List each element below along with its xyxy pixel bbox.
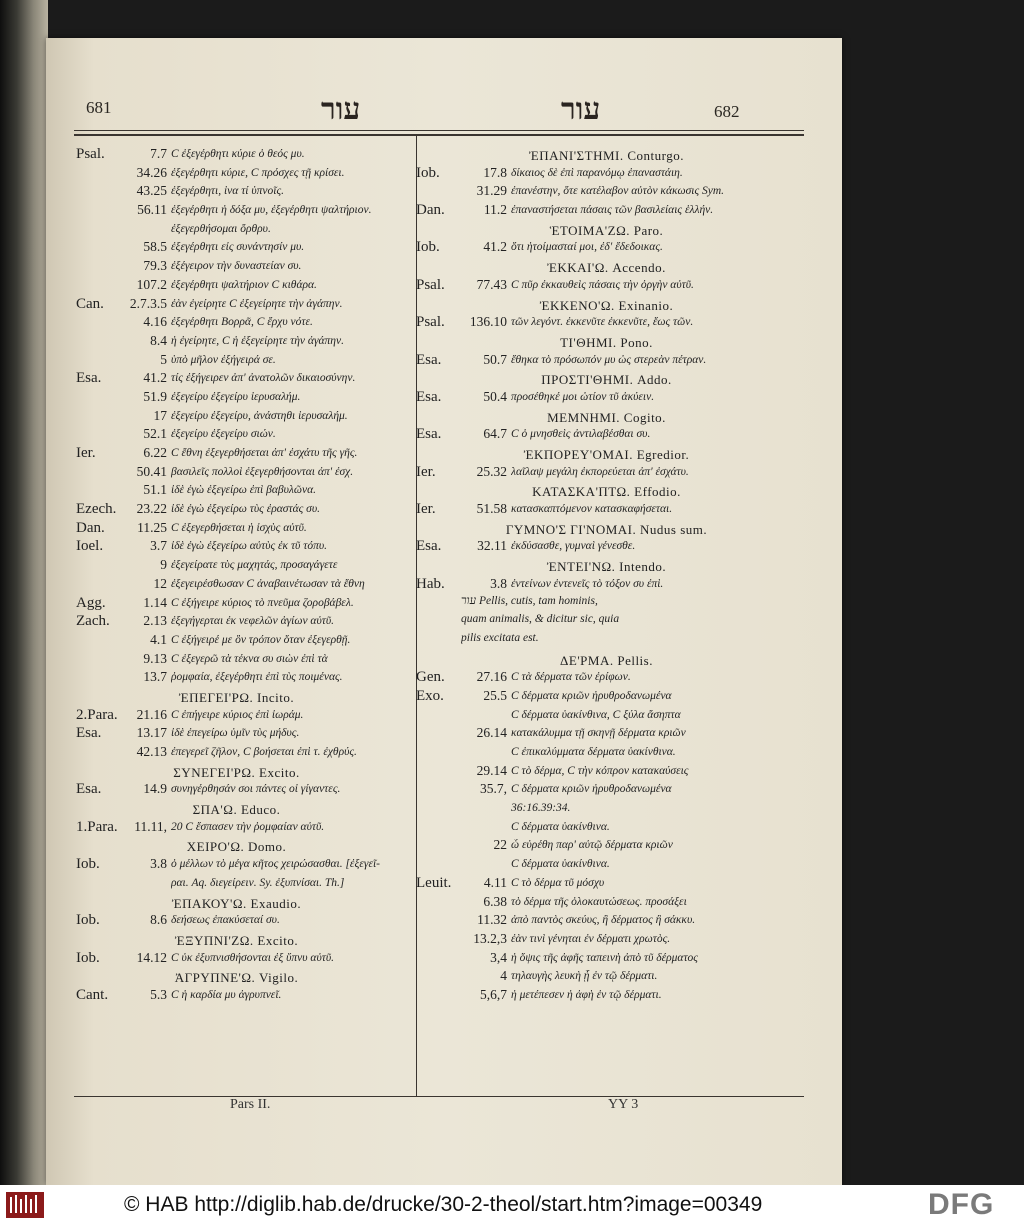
- lemma-heading: [416, 258, 806, 277]
- concordance-entry: [76, 950, 406, 969]
- verse-number: 17.8: [483, 164, 507, 180]
- concordance-entry: [76, 314, 406, 333]
- verse-number: 7.7: [150, 146, 167, 161]
- concordance-entry: [76, 651, 406, 670]
- greek-text: κατασκαπτόμενον κατασκαφήσεται.: [511, 503, 673, 516]
- lemma-heading-text: ἘΚΠΟΡΕΥ'ΟΜΑΙ. Egredior.: [523, 447, 690, 462]
- greek-text: κατακάλυμμα τῇ σκηνῇ δέρματα κριῶν: [511, 727, 686, 740]
- concordance-entry: [76, 333, 406, 352]
- verse-number: 4: [500, 968, 507, 984]
- verse-number: 1.14: [143, 594, 167, 610]
- book-reference: Iob.: [76, 912, 100, 929]
- concordance-entry: [416, 576, 806, 595]
- lemma-heading: [416, 520, 806, 539]
- verse-number: 11.11,: [134, 818, 167, 834]
- lemma-heading: [416, 651, 806, 670]
- copyright-link[interactable]: © HAB http://diglib.hab.de/drucke/30-2-theol/start.htm?image=00349: [124, 1193, 763, 1216]
- greek-text: ἀπὸ παντὸς σκεύυς, ἢ δέρματος ἢ σάκκυ.: [511, 914, 696, 927]
- lemma-heading-text: ΣΠΑ'Ω. Educo.: [192, 802, 281, 818]
- concordance-entry: [76, 445, 406, 464]
- book-reference: Iob.: [76, 949, 100, 966]
- greek-text: ἰδὲ ἐγὼ ἐξεγείρω ἐπὶ βαβυλῶνα.: [171, 484, 317, 497]
- verse-number: 31.29: [476, 183, 507, 199]
- verse-number: 35.7,: [480, 781, 507, 797]
- lemma-heading-text: ἘΝΤΕΙ'ΝΩ. Intendo.: [546, 559, 667, 575]
- greek-text: τῶν λεγόντ. ἐκκενῦτε ἐκκενῦτε, ἕως τῶν.: [511, 316, 694, 329]
- verse-number: 26.14: [476, 725, 507, 741]
- greek-text: ἐξεγέρθητι ἡ δόξα μυ, ἐξεγέρθητι ψαλτήριον.: [171, 204, 372, 217]
- book-reference: Esa.: [76, 370, 102, 387]
- greek-text: ἐπαναστήσεται πάσαις τῶν βασιλείαις ἑλλήν.: [511, 204, 714, 217]
- lemma-heading: [416, 370, 806, 389]
- book-reference: Iob.: [76, 856, 100, 873]
- book-reference: Dan.: [416, 202, 445, 219]
- verse-number: 23.22: [136, 501, 167, 517]
- verse-number: 41.2: [483, 239, 507, 255]
- book-reference: Psal.: [76, 146, 105, 162]
- concordance-entry: [76, 277, 406, 296]
- verse-number: 42.13: [136, 744, 167, 759]
- footer-signature: Pars II.: [230, 1097, 271, 1112]
- verse-number: 12: [153, 575, 167, 591]
- verse-number: 79.3: [143, 258, 167, 274]
- greek-text: προσέθηκέ μοι ὠτίον τῦ ἀκύειν.: [511, 390, 655, 403]
- book-reference: Psal.: [416, 314, 445, 331]
- verse-number: 3.7: [150, 538, 167, 554]
- hab-logo-icon: [6, 1192, 44, 1218]
- greek-text: ἐξεγείρατε τὺς μαχητάς, προσαγάγετε: [171, 559, 338, 572]
- verse-number: 22: [493, 837, 507, 853]
- concordance-entry: [416, 763, 806, 782]
- book-reference: Leuit.: [416, 874, 452, 891]
- book-page: [46, 38, 842, 1185]
- book-reference: Ier.: [416, 463, 436, 480]
- concordance-entry: [76, 146, 406, 165]
- book-reference: Ezech.: [76, 501, 117, 518]
- concordance-entry: [76, 595, 406, 614]
- greek-text: ἐξεγείρυ ἐξεγείρυ, ἀνάστηθι ἱερυσαλήμ.: [171, 409, 348, 422]
- verse-number: 51.1: [143, 482, 167, 498]
- book-reference: Esa.: [416, 351, 442, 368]
- concordance-entry: [416, 744, 806, 763]
- footer-catchword: YY 3: [608, 1097, 639, 1112]
- lemma-heading-text: ΣΥΝΕΓΕΙ'ΡΩ. Excito.: [173, 764, 300, 780]
- verse-number: 43.25: [136, 183, 167, 199]
- book-reference: Ier.: [416, 501, 436, 518]
- verse-number: 9.13: [143, 650, 167, 666]
- greek-text: ραι. Aq. διεγείρειν. Sy. ἐξυπνίσαι. Th.]: [171, 876, 345, 889]
- verse-number: 50.7: [483, 351, 507, 367]
- verse-number: 11.25: [137, 519, 167, 535]
- concordance-entry: [76, 707, 406, 726]
- greek-text: τηλαυγὴς λευκὴ ᾖ ἐν τῷ δέρματι.: [511, 970, 658, 983]
- concordance-entry: [416, 987, 806, 1006]
- book-spine: [0, 0, 48, 1185]
- verse-number: 107.2: [136, 276, 167, 292]
- greek-text: ἔθηκα τὸ πρόσωπόν μυ ὡς στερεὰν πέτραν.: [511, 353, 707, 366]
- verse-number: 17: [153, 407, 167, 423]
- concordance-entry: [416, 669, 806, 688]
- latin-gloss-text: עור Pellis, cutis, tam hominis,: [461, 594, 598, 607]
- footer-rule: [74, 1096, 804, 1097]
- lemma-heading: [416, 408, 806, 427]
- concordance-entry: [416, 538, 806, 557]
- lemma-heading: [416, 146, 806, 165]
- lemma-heading: [76, 763, 406, 782]
- concordance-entry: [76, 632, 406, 651]
- concordance-entry: [416, 931, 806, 950]
- concordance-entry: [416, 912, 806, 931]
- concordance-entry: [76, 370, 406, 389]
- lemma-heading: [76, 688, 406, 707]
- concordance-entry: [76, 856, 406, 875]
- verse-number: 5.3: [150, 986, 167, 1002]
- concordance-entry: [76, 669, 406, 688]
- greek-text: ἡ ὄψις τῆς ἀφῆς ταπεινὴ ἀπὸ τῦ δέρματος: [511, 951, 698, 964]
- concordance-entry: [416, 464, 806, 483]
- greek-text: Ϲ ἐξήγειρέ με ὃν τρόπον ὅταν ἐξεγερθῇ.: [171, 633, 351, 646]
- greek-text: ἐξεγέρθητι, ἱνα τί ὑπνοῖς.: [171, 185, 285, 198]
- lemma-heading: [416, 333, 806, 352]
- greek-text: Ϲ ἐξεγερῶ τὰ τέκνα συ σιὼν ἐπὶ τὰ: [171, 652, 328, 665]
- left-hebrew-heading: עור: [321, 92, 361, 127]
- lemma-heading: [416, 445, 806, 464]
- concordance-entry: [416, 707, 806, 726]
- concordance-entry: [76, 183, 406, 202]
- header-rule-thick: [74, 134, 804, 136]
- concordance-entry: [416, 781, 806, 800]
- lemma-heading-text: ΚΑΤΑΣΚΑ'ΠΤΩ. Effodio.: [532, 484, 681, 500]
- lemma-heading-text: ἘΚΚΑΙ'Ω. Accendo.: [547, 260, 666, 276]
- lemma-heading-text: ἘΚΚΕΝΟ'Ω. Exinanio.: [539, 297, 674, 313]
- greek-text: ἐξεγέρθητι κύριε, Ϲ πρόσχες τῇ κρίσει.: [171, 166, 345, 179]
- verse-number: 52.1: [143, 426, 167, 442]
- concordance-entry: [416, 837, 806, 856]
- lemma-heading: [76, 837, 406, 856]
- concordance-entry: [416, 183, 806, 202]
- greek-text: ἐντείνων ἐντενεῖς τὸ τόξον συ ἐπὶ.: [511, 577, 664, 590]
- viewer-footer: [0, 1185, 1024, 1225]
- verse-number: 32.11: [477, 538, 507, 554]
- verse-number: 9: [160, 557, 167, 573]
- lemma-heading: [416, 221, 806, 240]
- concordance-entry: [76, 296, 406, 315]
- verse-number: 3.8: [490, 575, 507, 591]
- concordance-entry: [76, 538, 406, 557]
- concordance-entry: [76, 202, 406, 221]
- greek-text: τὸ δέρμα τῆς ὁλοκαυτώσεως. προσάξει: [511, 895, 687, 908]
- left-column: [76, 146, 406, 1006]
- concordance-entry: [76, 501, 406, 520]
- greek-text: Ϲ ἔθνη ἐξεγερθήσεται ἀπ' ἐσχάτυ τῆς γῆς.: [171, 447, 358, 459]
- concordance-entry: [76, 389, 406, 408]
- greek-text: ῥομφαία, ἐξεγέρθητι ἐπὶ τὺς ποιμένας.: [171, 671, 343, 684]
- concordance-entry: [76, 520, 406, 539]
- greek-text: τίς ἐξήγειρεν ἀπ' ἀνατολῶν δικαιοσύνην.: [171, 372, 356, 385]
- greek-text: Ϲ τὸ δέρμα τῦ μόσχυ: [511, 876, 605, 889]
- book-reference: Iob.: [416, 164, 440, 181]
- greek-text: ἐξεγειρέσθωσαν Ϲ ἀναβαινέτωσαν τὰ ἔθνη: [171, 577, 365, 590]
- verse-number: 4.16: [143, 314, 167, 330]
- greek-text: Ϲ ἡ καρδία μυ ἀγρυπνεῖ.: [171, 988, 282, 1001]
- dfg-logo: DFG: [928, 1188, 995, 1221]
- book-reference: 1.Para.: [76, 818, 118, 835]
- concordance-entry: [76, 557, 406, 576]
- greek-text: ἐξεγήγερται ἐκ νεφελῶν ἁγίων αὐτῦ.: [171, 615, 335, 628]
- verse-number: 3.8: [150, 856, 167, 872]
- greek-text: ἐξεγέρθητι εἰς συνάντησίν μυ.: [171, 241, 305, 254]
- greek-text: ἰδὲ ἐγὼ ἐξεγείρω αὐτὺς ἐκ τῦ τόπυ.: [171, 540, 327, 553]
- lemma-heading-text: ΤΙ'ΘΗΜΙ. Pono.: [560, 334, 653, 350]
- book-reference: Zach.: [76, 613, 110, 630]
- verse-number: 2.7.3.5: [129, 295, 167, 311]
- greek-text: 36:16.39:34.: [511, 802, 571, 815]
- book-reference: Esa.: [76, 725, 102, 742]
- greek-text: Ϲ δέρματα κριῶν ἠρυθροδανωμένα: [511, 783, 672, 796]
- greek-text: 20 Ϲ ἔσπασεν τὴν ῥομφαίαν αὐτῦ.: [171, 820, 325, 833]
- concordance-entry: [416, 950, 806, 969]
- book-reference: 2.Para.: [76, 706, 118, 723]
- book-reference: Exo.: [416, 687, 444, 704]
- lemma-heading: [416, 482, 806, 501]
- greek-text: Ϲ δέρματα ὑακίνθινα, Ϲ ξύλα ἄσηπτα: [511, 708, 681, 721]
- right-page-number: 682: [714, 102, 740, 121]
- greek-text: ἐπανέστην, ὅτε κατέλαβον αὐτὸν κάκωσις Sym.: [511, 185, 725, 198]
- concordance-entry: [76, 875, 406, 894]
- verse-number: 13.2,3: [473, 930, 507, 946]
- concordance-entry: [76, 482, 406, 501]
- greek-text: Ϲ ἐξεγερθήσεται ἡ ἰσχὺς αὐτῦ.: [171, 521, 307, 534]
- greek-text: Ϲ ὁ μνησθεὶς ἀντιλαβέσθαι συ.: [511, 428, 651, 441]
- concordance-entry: [416, 501, 806, 520]
- verse-number: 56.11: [137, 202, 167, 218]
- verse-number: 64.7: [483, 426, 507, 442]
- lemma-heading-text: ΜΕΜΝΗΜΙ. Cogito.: [547, 409, 666, 425]
- concordance-entry: [76, 744, 406, 763]
- verse-number: 29.14: [476, 762, 507, 778]
- book-reference: Gen.: [416, 669, 445, 686]
- concordance-entry: [76, 987, 406, 1006]
- book-reference: Agg.: [76, 594, 106, 611]
- verse-number: 13.7: [143, 669, 167, 685]
- concordance-entry: [76, 239, 406, 258]
- verse-number: 4.11: [483, 874, 507, 890]
- verse-number: 8.6: [150, 912, 167, 928]
- verse-number: 27.16: [476, 669, 507, 685]
- latin-gloss-text: quam animalis, & dicitur sic, quia: [461, 613, 620, 626]
- concordance-entry: [416, 856, 806, 875]
- concordance-entry: [416, 389, 806, 408]
- concordance-entry: [76, 576, 406, 595]
- concordance-entry: [416, 426, 806, 445]
- book-reference: Esa.: [416, 388, 442, 405]
- greek-text: ἐξεγείρυ ἐξεγείρυ ἱερυσαλήμ.: [171, 390, 301, 403]
- concordance-entry: [416, 314, 806, 333]
- verse-number: 11.2: [483, 202, 507, 218]
- greek-text: Ϲ τὰ δέρματα τῶν ἐρίφων.: [511, 671, 631, 684]
- verse-number: 41.2: [143, 370, 167, 386]
- greek-text: ἐὰν τινὶ γένηται ἐν δέρματι χρωτὸς.: [511, 932, 671, 945]
- verse-number: 13.17: [136, 725, 167, 741]
- concordance-entry: [76, 408, 406, 427]
- lemma-heading: [416, 296, 806, 315]
- verse-number: 25.5: [483, 687, 507, 703]
- greek-text: ἐπεγερεῖ ζῆλον, Ϲ βοήσεται ἐπὶ τ. ἐχθρύς.: [171, 746, 357, 758]
- greek-text: ἡ ἐγείρητε, Ϲ ἡ ἐξεγείρητε τὴν ἀγάπην.: [171, 334, 344, 347]
- concordance-entry: [416, 165, 806, 184]
- concordance-entry: [76, 221, 406, 240]
- verse-number: 34.26: [136, 164, 167, 180]
- verse-number: 5: [160, 351, 167, 367]
- greek-text: ἰδὲ ἐγὼ ἐξεγείρω τὺς ἐραστάς συ.: [171, 503, 320, 516]
- greek-text: δίκαιος δὲ ἐπὶ παρανόμῳ ἐπαναστάιη.: [511, 166, 683, 179]
- greek-text: ὧ εὑρέθη παρ' αὐτῷ δέρματα κριῶν: [511, 839, 673, 852]
- latin-gloss-text: pilis excitata est.: [461, 631, 539, 644]
- header-rule: [74, 130, 804, 131]
- greek-text: Ϲ ἐξήγειρε κύριος τὸ πνεῦμα ζοροβάβελ.: [171, 596, 354, 609]
- concordance-entry: [416, 277, 806, 296]
- verse-number: 6.38: [483, 893, 507, 909]
- verse-number: 50.41: [136, 463, 167, 479]
- book-reference: Esa.: [416, 426, 442, 443]
- book-reference: Iob.: [416, 239, 440, 256]
- lemma-heading-text: ἘΞΥΠΝΙ'ΖΩ. Excito.: [174, 932, 299, 948]
- greek-text: Ϲ δέρματα ὑακίνθινα.: [511, 858, 610, 871]
- concordance-entry: [76, 426, 406, 445]
- greek-text: Ϲ πῦρ ἐκκαυθεὶς πάσαις τὴν ὀργὴν αὐτῦ.: [511, 278, 694, 291]
- greek-text: Ϲ ἐπικαλύμματα δέρματα ὑακίνθινα.: [511, 746, 676, 758]
- verse-number: 21.16: [136, 706, 167, 722]
- concordance-entry: [416, 688, 806, 707]
- concordance-entry: [76, 352, 406, 371]
- book-reference: Dan.: [76, 519, 105, 536]
- greek-text: ὁ μέλλων τὸ μέγα κῆτος χειρώσασθαι. [ἐξεγεῖ-: [171, 858, 380, 871]
- verse-number: 77.43: [476, 276, 507, 292]
- concordance-entry: [416, 800, 806, 819]
- concordance-entry: [416, 202, 806, 221]
- concordance-entry: [416, 819, 806, 838]
- verse-number: 2.13: [143, 613, 167, 629]
- concordance-entry: [76, 258, 406, 277]
- lemma-heading-text: ἘΠΑΝΙ'ΣΤΗΜΙ. Conturgo.: [529, 148, 684, 163]
- greek-text: ἡ μετέπεσεν ἡ ἀφὴ ἐν τῷ δέρματι.: [511, 988, 662, 1001]
- concordance-entry: [76, 725, 406, 744]
- concordance-entry: [76, 165, 406, 184]
- verse-number: 25.32: [476, 463, 507, 479]
- greek-text: ἐξεγείρυ ἐξεγείρυ σιών.: [171, 428, 276, 441]
- verse-number: 14.12: [136, 949, 167, 965]
- right-column: [416, 146, 806, 1006]
- lemma-heading-text: ἘΠΑΚΟΥ'Ω. Exaudio.: [171, 895, 302, 911]
- verse-number: 11.32: [477, 912, 507, 928]
- book-reference: Ioel.: [76, 538, 104, 555]
- concordance-entry: [76, 819, 406, 838]
- book-reference: Can.: [76, 295, 104, 312]
- right-hebrew-heading: עור: [561, 92, 601, 127]
- greek-text: Ϲ δέρματα ὑακίνθινα.: [511, 820, 610, 833]
- concordance-entry: [76, 781, 406, 800]
- greek-text: ἐξέγειρον τὴν δυναστείαν συ.: [171, 260, 302, 273]
- concordance-entry: [76, 464, 406, 483]
- concordance-entry: [76, 912, 406, 931]
- lemma-heading-text: ΔΕ'ΡΜΑ. Pellis.: [560, 652, 653, 668]
- greek-text: λαῖλαψ μεγάλη ἐκπορεύεται ἀπ' ἐσχάτυ.: [511, 465, 689, 478]
- concordance-entry: [416, 239, 806, 258]
- lemma-heading-text: ΠΡΟΣΤΙ'ΘΗΜΙ. Addo.: [541, 372, 672, 388]
- book-reference: Ier.: [76, 445, 96, 461]
- greek-text: Ϲ δέρματα κριῶν ἠρυθροδανωμένα: [511, 689, 672, 702]
- greek-text: ὑπὸ μῆλον ἐξήγειρά σε.: [171, 353, 276, 366]
- verse-number: 8.4: [150, 332, 167, 348]
- book-reference: Psal.: [416, 276, 445, 293]
- verse-number: 4.1: [150, 631, 167, 647]
- greek-text: ἐξεγερθήσομαι ὄρθρυ.: [171, 222, 271, 235]
- concordance-entry: [416, 875, 806, 894]
- greek-text: ὅτι ἡτοίμασταί μοι, ἐδ' ἔδεδοικας.: [511, 241, 663, 254]
- verse-number: 51.9: [143, 388, 167, 404]
- verse-number: 6.22: [143, 445, 167, 460]
- greek-text: Ϲ ἐπήγειρε κύριος ἐπὶ ἰωράμ.: [171, 708, 304, 721]
- lemma-heading-text: ἈΓΡΥΠΝΕ'Ω. Vigilo.: [174, 970, 299, 986]
- concordance-entry: [416, 632, 806, 651]
- lemma-heading-text: ἘΠΕΓΕΙ'ΡΩ. Incito.: [178, 689, 295, 705]
- concordance-entry: [416, 725, 806, 744]
- lemma-heading-text: ΓΥΜΝΟ'Σ ΓΙ'ΝΟΜΑΙ. Nudus sum.: [505, 521, 708, 537]
- greek-text: συνηγέρθησάν σοι πάντες οἱ γίγαντες.: [171, 783, 341, 796]
- greek-text: δεήσεως ἐπακύσεταί συ.: [171, 914, 280, 927]
- greek-text: Ϲ ἐξεγέρθητι κύριε ὁ θεός μυ.: [171, 148, 305, 160]
- verse-number: 50.4: [483, 388, 507, 404]
- verse-number: 58.5: [143, 239, 167, 255]
- concordance-entry: [76, 613, 406, 632]
- greek-text: Ϲ τὸ δέρμα, Ϲ τὴν κόπρον κατακαύσεις: [511, 764, 689, 777]
- concordance-entry: [416, 894, 806, 913]
- concordance-entry: [416, 968, 806, 987]
- lemma-heading: [76, 894, 406, 913]
- verse-number: 136.10: [469, 314, 507, 330]
- concordance-entry: [416, 352, 806, 371]
- lemma-heading: [416, 557, 806, 576]
- lemma-heading: [76, 800, 406, 819]
- verse-number: 3,4: [490, 949, 507, 965]
- concordance-entry: [416, 613, 806, 632]
- left-page-number: 681: [86, 98, 112, 117]
- greek-text: ἐκδύσασθε, γυμναὶ γένεσθε.: [511, 540, 636, 553]
- book-reference: Cant.: [76, 986, 109, 1003]
- book-reference: Esa.: [76, 781, 102, 798]
- greek-text: ἐὰν ἐγείρητε Ϲ ἐξεγείρητε τὴν ἀγάπην.: [171, 297, 343, 310]
- greek-text: ἐξεγέρθητι ψαλτήριον Ϲ κιθάρα.: [171, 278, 317, 291]
- verse-number: 51.58: [476, 501, 507, 517]
- greek-text: ἰδὲ ἐπεγείρω ὑμῖν τὺς μήδυς.: [171, 727, 300, 740]
- verse-number: 14.9: [143, 781, 167, 797]
- greek-text: Ϲ ὐκ ἐξυπνισθήσονται ἐξ ὕπνυ αὐτῦ.: [171, 951, 334, 964]
- lemma-heading-text: ΧΕΙΡΟ'Ω. Domo.: [186, 839, 287, 855]
- verse-number: 5,6,7: [480, 986, 507, 1002]
- lemma-heading: [76, 931, 406, 950]
- lemma-heading-text: ἙΤΟΙΜΑ'ΖΩ. Paro.: [549, 222, 664, 238]
- lemma-heading: [76, 968, 406, 987]
- book-reference: Hab.: [416, 575, 445, 592]
- greek-text: βασιλεῖς πολλοὶ ἐξεγερθήσονται ἀπ' ἐσχ.: [171, 465, 354, 478]
- concordance-entry: [416, 595, 806, 614]
- book-reference: Esa.: [416, 538, 442, 555]
- greek-text: ἐξεγέρθητι Βορρᾶ, Ϲ ἔρχυ νότε.: [171, 316, 313, 329]
